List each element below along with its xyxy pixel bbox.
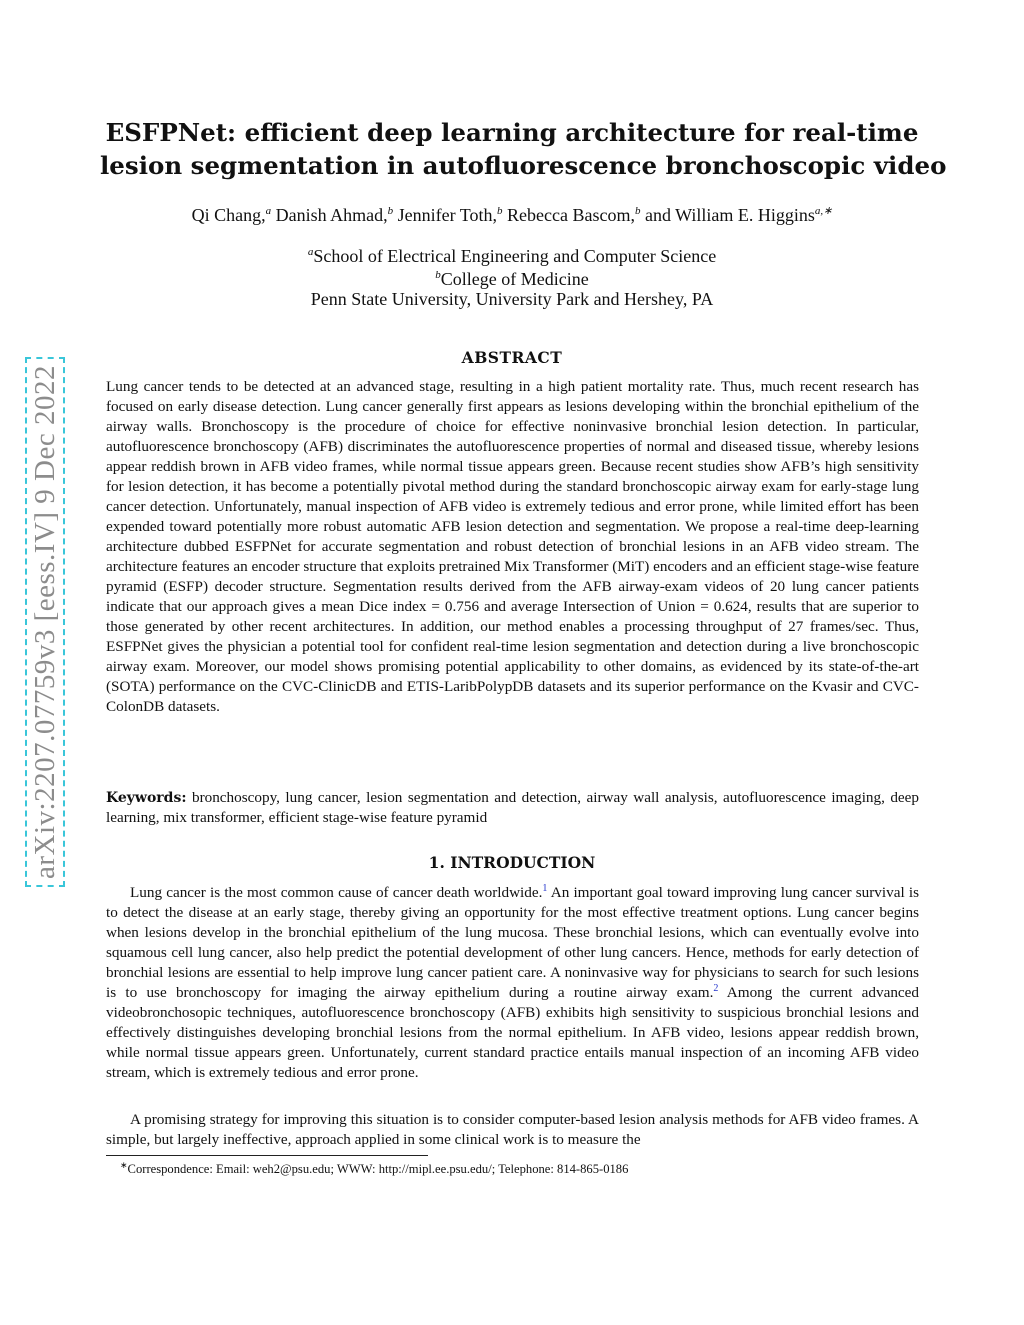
footnote-mark: ∗ (120, 1160, 128, 1170)
author-affiliation-mark: b (387, 205, 394, 217)
university-text: Penn State University, University Park and Hershey, PA (310, 289, 714, 309)
keywords (106, 788, 919, 828)
intro-text-b: An important goal toward improving lung cancer survival is to detect the disease at an early stage, thereby giving an opportunity for the most effective treatment options. Lung cancer begins when lesions develop in the bronchial epithelium of the lung mucosa. These bronchial lesions, which can eventually evolve into squamous cell lung cancer, also help predict the potential development of other lung cancers. Hence, methods for early detection of bronchial lesions are essential to help improve lung cancer patient care. A noninvasive way for physicians to search for such lesions is to use bronchoscopy for imaging the airway epithelium during a routine airway exam. (106, 884, 919, 1001)
keywords-text: bronchoscopy, lung cancer, lesion segmentation and detection, airway wall analysis, autofluorescence imaging, deep learning, mix transformer, efficient stage-wise feature pyramid (106, 789, 920, 826)
affiliation-university (100, 288, 924, 312)
keywords-label: Keywords: (106, 790, 187, 806)
citation-link[interactable]: 2 (713, 982, 719, 994)
paper-title (100, 116, 947, 182)
arxiv-id[interactable]: arXiv:2207.07759v3 [eess.IV] 9 Dec 2022 (25, 357, 65, 887)
affiliation-mark: a (307, 246, 314, 258)
author: Danish Ahmad, (275, 205, 388, 225)
author-list (100, 204, 924, 226)
author: Jennifer Toth, (397, 205, 498, 225)
footnote-text: Correspondence: Email: weh2@psu.edu; WWW: http://mipl.ee.psu.edu/; Telephone: 814-865-0186 (127, 1162, 629, 1177)
author: Rebecca Bascom, (507, 205, 635, 225)
author-affiliation-mark: b (497, 205, 503, 217)
author-affiliation-mark: b (634, 205, 641, 217)
author-affiliation-mark: a,∗ (814, 205, 833, 217)
title-line-1: ESFPNet: efficient deep learning architecture for real-time (105, 118, 919, 147)
intro-text-a: Lung cancer is the most common cause of cancer death worldwide. (130, 884, 543, 901)
author: and William E. Higgins (644, 205, 815, 225)
introduction-paragraph-1 (106, 883, 919, 1083)
title-line-2: lesion segmentation in autofluorescence bronchoscopic video (100, 151, 947, 180)
abstract-body: Lung cancer tends to be detected at an advanced stage, resulting in a high patient mortality rate. Thus, much recent research has focused on early disease detection. Lung cancer generally first appears as lesions developing within the bronchial epithelium of the airway walls. Bronchoscopy is the procedure of choice for effective noninvasive bronchial lesion detection. In particular, autofluorescence bronchoscopy (AFB) discriminates the autofluorescence properties of normal and diseased tissue, whereby lesions appear reddish brown in AFB video frames, while normal tissue appears green. Because recent studies show AFB’s high sensitivity for lesion detection, it has become a potentially pivotal method during the standard bronchoscopic airway exam for early-stage lung cancer detection. Unfortunately, manual inspection of AFB video is extremely tedious and error prone, while limited effort has been expended toward potentially more robust automatic AFB lesion detection and segmentation. We propose a real-time deep-learning architecture dubbed ESFPNet for accurate segmentation and robust detection of bronchial lesions in an AFB video stream. The architecture features an encoder structure that exploits pretrained Mix Transformer (MiT) encoders and an efficient stage-wise feature pyramid (ESFP) decoder structure. Segmentation results derived from the AFB airway-exam videos of 20 lung cancer patients indicate that our approach gives a mean Dice index = 0.756 and average Intersection of Union = 0.624, results that are superior to those generated by other recent architectures. In addition, our method enables a processing throughput of 27 frames/sec. Thus, ESFPNet gives the physician a potential tool for confident real-time lesion segmentation and detection during a live bronchoscopic airway exam. Moreover, our model shows promising potential applicability to other domains, as evidenced by its state-of-the-art (SOTA) performance on the CVC-ClinicDB and ETIS-LaribPolypDB datasets and its superior performance on the Kvasir and CVC-ColonDB datasets. (106, 378, 919, 715)
affiliation-text: School of Electrical Engineering and Computer Science (313, 246, 717, 266)
intro-text-c: Among the current advanced videobronchosopic techniques, autofluorescence bronchoscopy (AFB) exhibits high sensitivity to suspicious bronchial lesions and effectively distinguishes developing bronchial lesions from the normal epithelium. In AFB video, lesions appear reddish brown, while normal tissue appears green. Unfortunately, current standard practice entails manual inspection of an incoming AFB video stream, which is extremely tedious and error prone. (106, 984, 919, 1081)
author-affiliation-mark: a (265, 205, 272, 217)
citation-link[interactable]: 1 (542, 882, 548, 894)
introduction-paragraph-2: A promising strategy for improving this situation is to consider computer-based lesion analysis methods for AFB video frames. A simple, but largely ineffective, approach applied in some clinical work is to measure the (106, 1111, 919, 1148)
introduction-heading: 1. INTRODUCTION (428, 853, 596, 872)
affiliation-text: College of Medicine (440, 269, 589, 289)
affiliation-mark: b (435, 269, 441, 281)
abstract-heading: ABSTRACT (461, 348, 563, 367)
footnote (120, 1160, 920, 1177)
footnote-divider (106, 1155, 428, 1156)
author: Qi Chang, (191, 205, 266, 225)
arxiv-side-stamp (24, 322, 66, 922)
